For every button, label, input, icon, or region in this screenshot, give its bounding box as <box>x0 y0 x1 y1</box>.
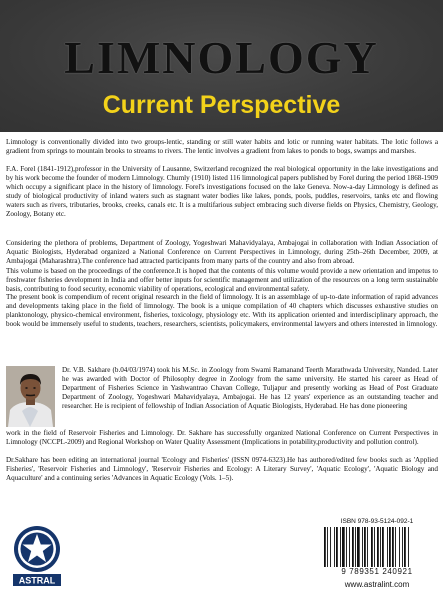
barcode-bar <box>357 527 360 567</box>
publisher-logo-text: ASTRAL <box>18 575 56 586</box>
barcode-bar <box>408 527 409 567</box>
barcode-bar <box>380 527 381 567</box>
barcode-bar <box>374 527 375 567</box>
barcode-number: 9 789351 240921 <box>341 567 413 576</box>
book-title: LIMNOLOGY <box>64 32 379 83</box>
barcode-bar <box>355 527 356 567</box>
barcode-bar <box>340 527 341 567</box>
barcode-bar <box>389 527 391 567</box>
author-photo <box>6 366 55 427</box>
barcode-bar <box>382 527 384 567</box>
blurb-paragraph-5: The present book is compendium of recent original research in the field of limnology. It is an assemblage of up-to-date information of rapid advances and developments taking place in the field of limnology. The book is a unique compilation of 40 chapters which discusses exhaustive studies on planktonology, physico-chemical environment, fisheries, toxicology, physiology etc. With its application oriented and interdisciplinary approach, the book would be immensely useful to students, teachers, researchers, scientists, policymakers, environmental lawyers and others interested in limnology. <box>6 293 438 329</box>
author-portrait-icon <box>6 366 55 427</box>
barcode-bar <box>387 527 388 567</box>
barcode-bar <box>404 527 406 567</box>
astral-star-logo-icon <box>8 522 66 590</box>
blurb-paragraph-4: This volume is based on the proceedings of the conference.It is hoped that the contents of this volume would provide a new orientation and impetus to freshwater fisheries development in India and offer better inputs for scientific management and utilization of the resources on a long term sustainable basis, contributing to food security, economic viability of operations, ecological and environmental safety. <box>6 267 438 294</box>
blurb-paragraph-1: Limnology is conventionally divided into two groups-lentic, standing or still water habits and lotic or running water habitats. The lotic follows a gradient from springs to mountain brooks to streams to rivers. The lentic involves a gradient from lakes to ponds to bogs, swamps and marshes. <box>6 138 438 156</box>
barcode-bar <box>395 527 396 567</box>
barcode-bar <box>362 527 363 567</box>
barcode-bar <box>367 527 368 567</box>
barcode-bar <box>352 527 354 567</box>
barcode-bar <box>371 527 373 567</box>
barcode-bar <box>364 527 366 567</box>
barcode-bar <box>334 527 335 567</box>
barcode-bar <box>342 527 345 567</box>
publisher-website: www.astralint.com <box>344 580 410 589</box>
barcode-bar <box>377 527 379 567</box>
barcode-bar <box>349 527 350 567</box>
barcode-bar <box>346 527 347 567</box>
barcode-bar <box>392 527 394 567</box>
author-bio-3: Dr.Sakhare has been editing an international journal 'Ecology and Fisheries' (ISSN 0974-6323).He has authored/edited few books such as 'Applied Fisheries', 'Reservoir Fisheries and Limnology', 'Reservoir Fisheries and Ecology: A Literary Survey', 'Aquatic Ecology', 'Aquatic Biology and Aquaculture' and a continuing series 'Advances in Aquatic Ecology (Vols. 1–5). <box>6 456 438 483</box>
author-bio-1: Dr. V.B. Sakhare (b.04/03/1974) took his M.Sc. in Zoology from Swami Ramanand Teerth Marathwada University, Nanded. Later he was awarded with Doctor of Philosophy degree in Zoology from the same university. He started his career as Head of Department of Fisheries Science in Yashwantrao Chavan College, Tuljapur and presently working as Head of Post Graduate Department of Zoology, Yogeshwari Mahavidyalaya, Ambajogai. He has 12 years' experience as an outstanding teacher and researcher. He is recipient of fellowship of Indian Association of Aquatic Biologists, Hyderabad. He has done pioneering <box>62 366 438 411</box>
isbn-barcode <box>322 527 432 567</box>
barcode-bar <box>330 527 331 567</box>
barcode-bar <box>399 527 400 567</box>
blurb-paragraph-3: Considering the plethora of problems, Department of Zoology, Yogeshwari Mahavidyalaya, Ambajogai in collaboration with Indian Association of Aquatic Biologists, Hyderabad organized a National Conference on Current Perspectives in Limnology, during 25th–26th December, 2009, at Ambajogai (Maharashtra).The conference had attracted participants from many parts of the country and also from abroad. <box>6 239 438 266</box>
barcode-bar <box>324 527 326 567</box>
isbn-label: ISBN 978-93-5124-092-1 <box>340 518 414 525</box>
publisher-logo <box>8 522 66 590</box>
barcode-bar <box>402 527 403 567</box>
barcode-bar <box>336 527 338 567</box>
book-subtitle: Current Perspective <box>102 91 341 119</box>
author-bio-2: work in the field of Reservoir Fisheries and Limnology. Dr. Sakhare has successfully organized National Conference on Current Perspectives in Limnology (NCCPL-2009) and Regional Workshop on Water Quality Assessment (Implications in potability,productivity and pollution control). <box>6 429 438 447</box>
barcode-bar <box>327 527 328 567</box>
blurb-paragraph-2: F.A. Forel (1841-1912),professor in the University of Lausanne, Switzerland recognized the real biological opportunity in the lake investigations and by his work become the founder of modern Limnology. Chumly (1910) listed 116 limnological papers published by Forel during the period 1868-1909 which occupy a significant place in the history of limnology. Forel's investigations focused on the lake Geneva. Now-a-day Limnology is defined as study of biological productivity of inland waters such as stagnant water bodies like lakes, ponds, pools, puddles, reservoirs, tanks etc and flowing waters such as rivers, tributaries, brooks, creeks, canals etc. It is a multifarious subject embracing such diverse fields on Physics, Chemistry, Geology, Zoology, Botany etc. <box>6 165 438 219</box>
